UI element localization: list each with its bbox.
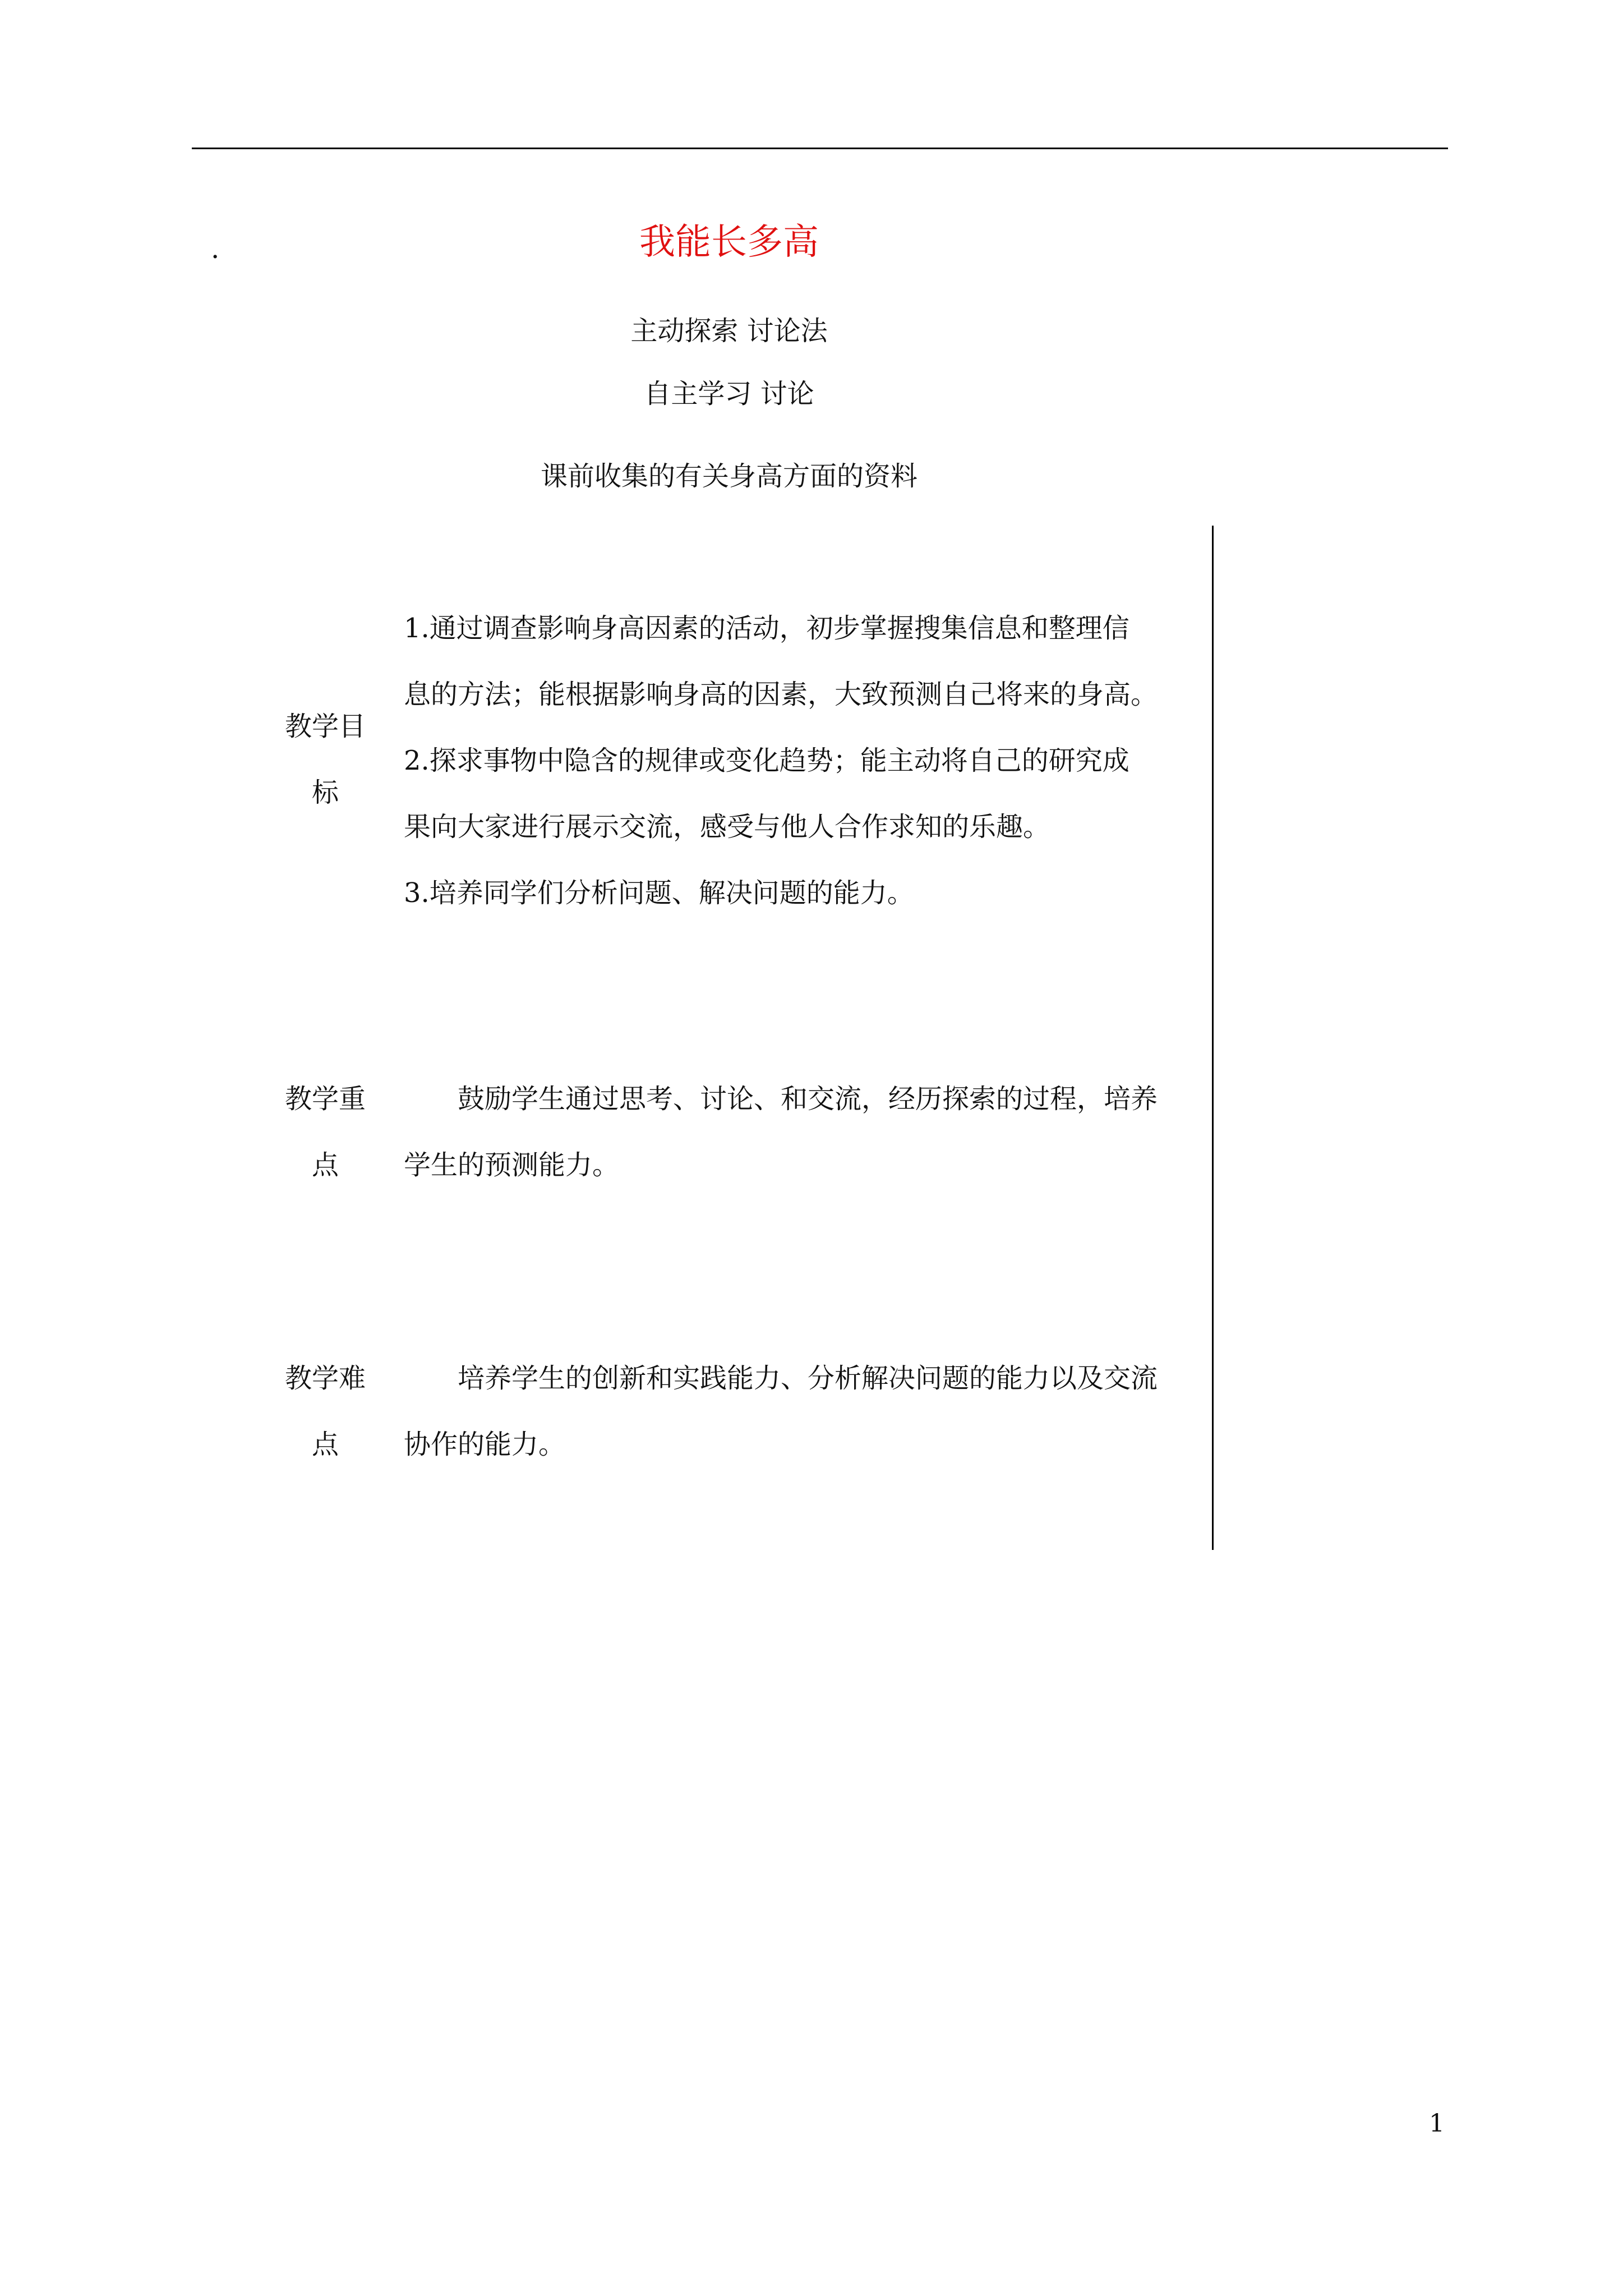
margin-marker: . (211, 233, 220, 265)
difficulties-line-2: 协作的能力。 (404, 1429, 566, 1460)
key-points-label-line-1: 教学重 (284, 1083, 366, 1115)
page-number: 1 (1429, 2109, 1445, 2138)
teaching-method-line: 主动探索 讨论法 (630, 315, 828, 347)
key-points-line-2: 学生的预测能力。 (404, 1149, 620, 1181)
key-points-line-1: 鼓励学生通过思考、讨论、和交流，经历探索的过程，培养 (458, 1083, 1158, 1115)
key-points-label-line-2: 点 (311, 1149, 339, 1181)
preparation-line: 课前收集的有关身高方面的资料 (540, 461, 917, 492)
key-points-label (269, 1066, 381, 1198)
objectives-label (269, 693, 381, 826)
objectives-line-1: 1.通过调查影响身高因素的活动，初步掌握搜集信息和整理信 (404, 613, 1129, 644)
objectives-line-5: 3.培养同学们分析问题、解决问题的能力。 (404, 877, 914, 909)
difficulties-line-1: 培养学生的创新和实践能力、分析解决问题的能力以及交流 (458, 1363, 1158, 1394)
objectives-label-line-1: 教学目 (284, 711, 366, 742)
document-title: 我能长多高 (639, 222, 819, 263)
key-points-body (404, 1066, 1206, 1198)
difficulties-label-line-2: 点 (311, 1429, 339, 1460)
study-method-line: 自主学习 讨论 (644, 378, 814, 409)
difficulties-body (404, 1345, 1206, 1478)
table-right-border (1212, 526, 1214, 1550)
objectives-line-3: 2.探求事物中隐含的规律或变化趋势；能主动将自己的研究成 (404, 745, 1129, 776)
difficulties-label-line-1: 教学难 (284, 1363, 366, 1394)
difficulties-label (269, 1345, 381, 1478)
objectives-line-2: 息的方法；能根据影响身高的因素，大致预测自己将来的身高。 (404, 679, 1158, 710)
objectives-body (404, 595, 1206, 926)
objectives-label-line-2: 标 (311, 777, 339, 808)
objectives-line-4: 果向大家进行展示交流，感受与他人合作求知的乐趣。 (404, 811, 1050, 843)
header-rule (192, 148, 1448, 149)
